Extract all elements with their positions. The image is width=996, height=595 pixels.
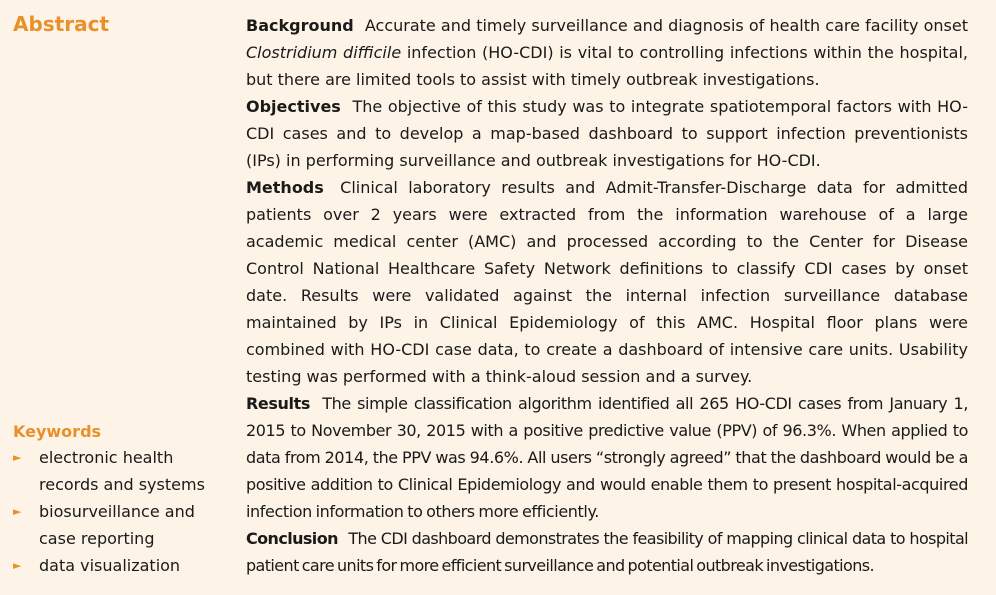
methods-section (246, 174, 968, 390)
conclusion-label: Conclusion (246, 529, 338, 548)
keywords-heading: Keywords (13, 422, 102, 441)
results-section (246, 390, 968, 525)
arrow-right-icon: ► (13, 451, 22, 464)
keyword-item (13, 552, 228, 579)
keyword-text: data visualization (39, 556, 181, 575)
methods-text: Clinical laboratory results and Admit-Transfer-Discharge data for admitted patients over 2 years were extracted from the information warehouse of a large academic medical center (AMC) and processed according to the Center for Disease Control National Healthcare Safety Network definitions to classify CDI cases by onset date. Results were validated against the internal infection surveillance database maintained by IPs in Clinical Epidemiology of this AMC. Hospital floor plans were combined with HO-CDI case data, to create a dashboard of intensive care units. Usability testing was performed with a think-aloud session and a survey. (246, 178, 969, 386)
background-text-before: Accurate and timely surveillance and diagnosis of health care facility onset (364, 16, 968, 35)
organism-name: Clostridium difficile (246, 43, 402, 62)
keyword-text: biosurveillance and case reporting (39, 502, 195, 548)
conclusion-section (246, 525, 968, 579)
background-label: Background (246, 16, 354, 35)
methods-label: Methods (246, 178, 324, 197)
keywords-panel (13, 420, 228, 579)
arrow-right-icon: ► (13, 559, 22, 572)
keyword-item (13, 444, 228, 498)
background-text-after: infection (HO-CDI) is vital to controlling infections within the hospital, but there are limited tools to assist with timely outbreak investigations. (246, 43, 968, 89)
abstract-body (246, 12, 968, 579)
keyword-text: electronic health records and systems (39, 448, 205, 494)
keyword-item (13, 498, 228, 552)
abstract-heading: Abstract (13, 12, 110, 36)
objectives-label: Objectives (246, 97, 341, 116)
results-label: Results (246, 394, 310, 413)
objectives-section (246, 93, 968, 174)
arrow-right-icon: ► (13, 505, 22, 518)
conclusion-text: The CDI dashboard demonstrates the feasibility of mapping clinical data to hospital patient care units for more efficient surveillance and potential outbreak investigations. (246, 529, 968, 575)
keyword-list (13, 444, 228, 579)
background-section (246, 12, 968, 93)
results-text: The simple classification algorithm identified all 265 HO-CDI cases from January 1, 2015 to November 30, 2015 with a positive predictive value (PPV) of 96.3%. When applied to data from 2014, the PPV was 94.6%. All users “strongly agreed” that the dashboard would be a positive addition to Clinical Epidemiology and would enable them to present hospital-acquired infection information to others more efficiently. (246, 394, 968, 521)
objectives-text: The objective of this study was to integrate spatiotemporal factors with HO-CDI cases and to develop a map-based dashboard to support infection preventionists (IPs) in performing surveillance and outbreak investigations for HO-CDI. (246, 97, 968, 170)
